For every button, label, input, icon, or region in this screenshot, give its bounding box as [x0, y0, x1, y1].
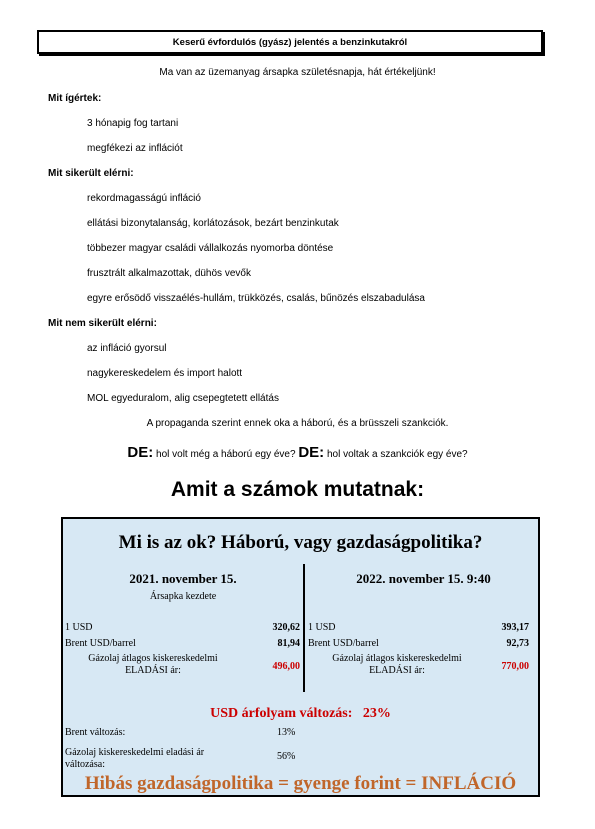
right-diesel-label-line: Gázolaj átlagos kiskereskedelmi: [332, 653, 462, 664]
intro-text: Ma van az üzemanyag ársapka születésnapja, hát értékeljünk!: [159, 67, 436, 78]
list-item: az infláció gyorsul: [87, 343, 167, 354]
panel-title: Mi is az ok? Háború, vagy gazdaságpolitika?: [118, 532, 483, 553]
list-item: ellátási bizonytalanság, korlátozások, bezárt benzinkutak: [87, 218, 339, 229]
report-title: Keserű évfordulós (gyász) jelentés a benzinkutakról: [172, 36, 408, 48]
list-item: nagykereskedelem és import halott: [87, 368, 243, 379]
brent-change-label: Brent változás:: [65, 727, 126, 738]
title-box: [37, 30, 543, 54]
left-usd-label: 1 USD: [65, 622, 93, 633]
left-diesel-value: 496,00: [272, 661, 300, 672]
right-diesel-label: [307, 653, 487, 677]
achieved-heading: Mit sikerült elérni:: [48, 168, 134, 179]
list-item: egyre erősödő visszaélés-hullám, trükközés, csalás, bűnözés elszabadulása: [87, 293, 425, 304]
conclusion-text: Hibás gazdaságpolitika = gyenge forint = INFLÁCIÓ: [84, 773, 517, 794]
usd-change: [63, 706, 538, 722]
usd-change-value: 23%: [362, 706, 391, 721]
list-item: rekordmagasságú infláció: [87, 193, 201, 204]
propaganda-text: A propaganda szerint ennek oka a háború, és a brüsszeli szankciók.: [146, 418, 449, 429]
left-subtitle: Ársapka kezdete: [149, 591, 217, 602]
not-achieved-heading: Mit nem sikerült elérni:: [48, 318, 157, 329]
usd-change-label: USD árfolyam változás:: [210, 706, 353, 721]
left-brent-label: Brent USD/barrel: [65, 638, 136, 649]
diesel-change-value: 56%: [277, 751, 296, 762]
diesel-change-label: [65, 747, 204, 771]
right-brent-value: 92,73: [506, 638, 529, 649]
de-label: DE:: [298, 444, 325, 461]
right-brent-label: Brent USD/barrel: [308, 638, 379, 649]
right-date: 2022. november 15. 9:40: [356, 571, 491, 586]
left-diesel-label-line: Gázolaj átlagos kiskereskedelmi: [88, 653, 218, 664]
comparison-panel: [61, 517, 540, 797]
list-item: többezer magyar családi vállalkozás nyomorba döntése: [87, 243, 334, 254]
left-diesel-label: [63, 653, 243, 677]
right-diesel-value: 770,00: [501, 661, 529, 672]
right-diesel-label-line: ELADÁSI ár:: [369, 665, 425, 676]
de-question: hol voltak a szankciók egy éve?: [324, 449, 468, 460]
de-question: hol volt még a háború egy éve?: [153, 449, 296, 460]
right-usd-value: 393,17: [501, 622, 529, 633]
left-diesel-label-line: ELADÁSI ár:: [125, 665, 181, 676]
de-questions: [0, 444, 595, 461]
brent-change-value: 13%: [277, 727, 296, 738]
diesel-change-label-line: változása:: [65, 759, 105, 770]
right-usd-label: 1 USD: [308, 622, 336, 633]
promised-heading: Mit ígértek:: [48, 93, 102, 104]
left-usd-value: 320,62: [272, 622, 300, 633]
left-date: 2021. november 15.: [129, 571, 237, 586]
left-brent-value: 81,94: [277, 638, 300, 649]
list-item: megfékezi az inflációt: [87, 143, 183, 154]
list-item: frusztrált alkalmazottak, dühös vevők: [87, 268, 251, 279]
diesel-change-label-line: Gázolaj kiskereskedelmi eladási ár: [65, 747, 205, 758]
de-label: DE:: [127, 444, 154, 461]
list-item: 3 hónapig fog tartani: [87, 118, 179, 129]
list-item: MOL egyeduralom, alig csepegtetett ellátás: [87, 393, 279, 404]
numbers-heading: Amit a számok mutatnak:: [170, 478, 425, 501]
